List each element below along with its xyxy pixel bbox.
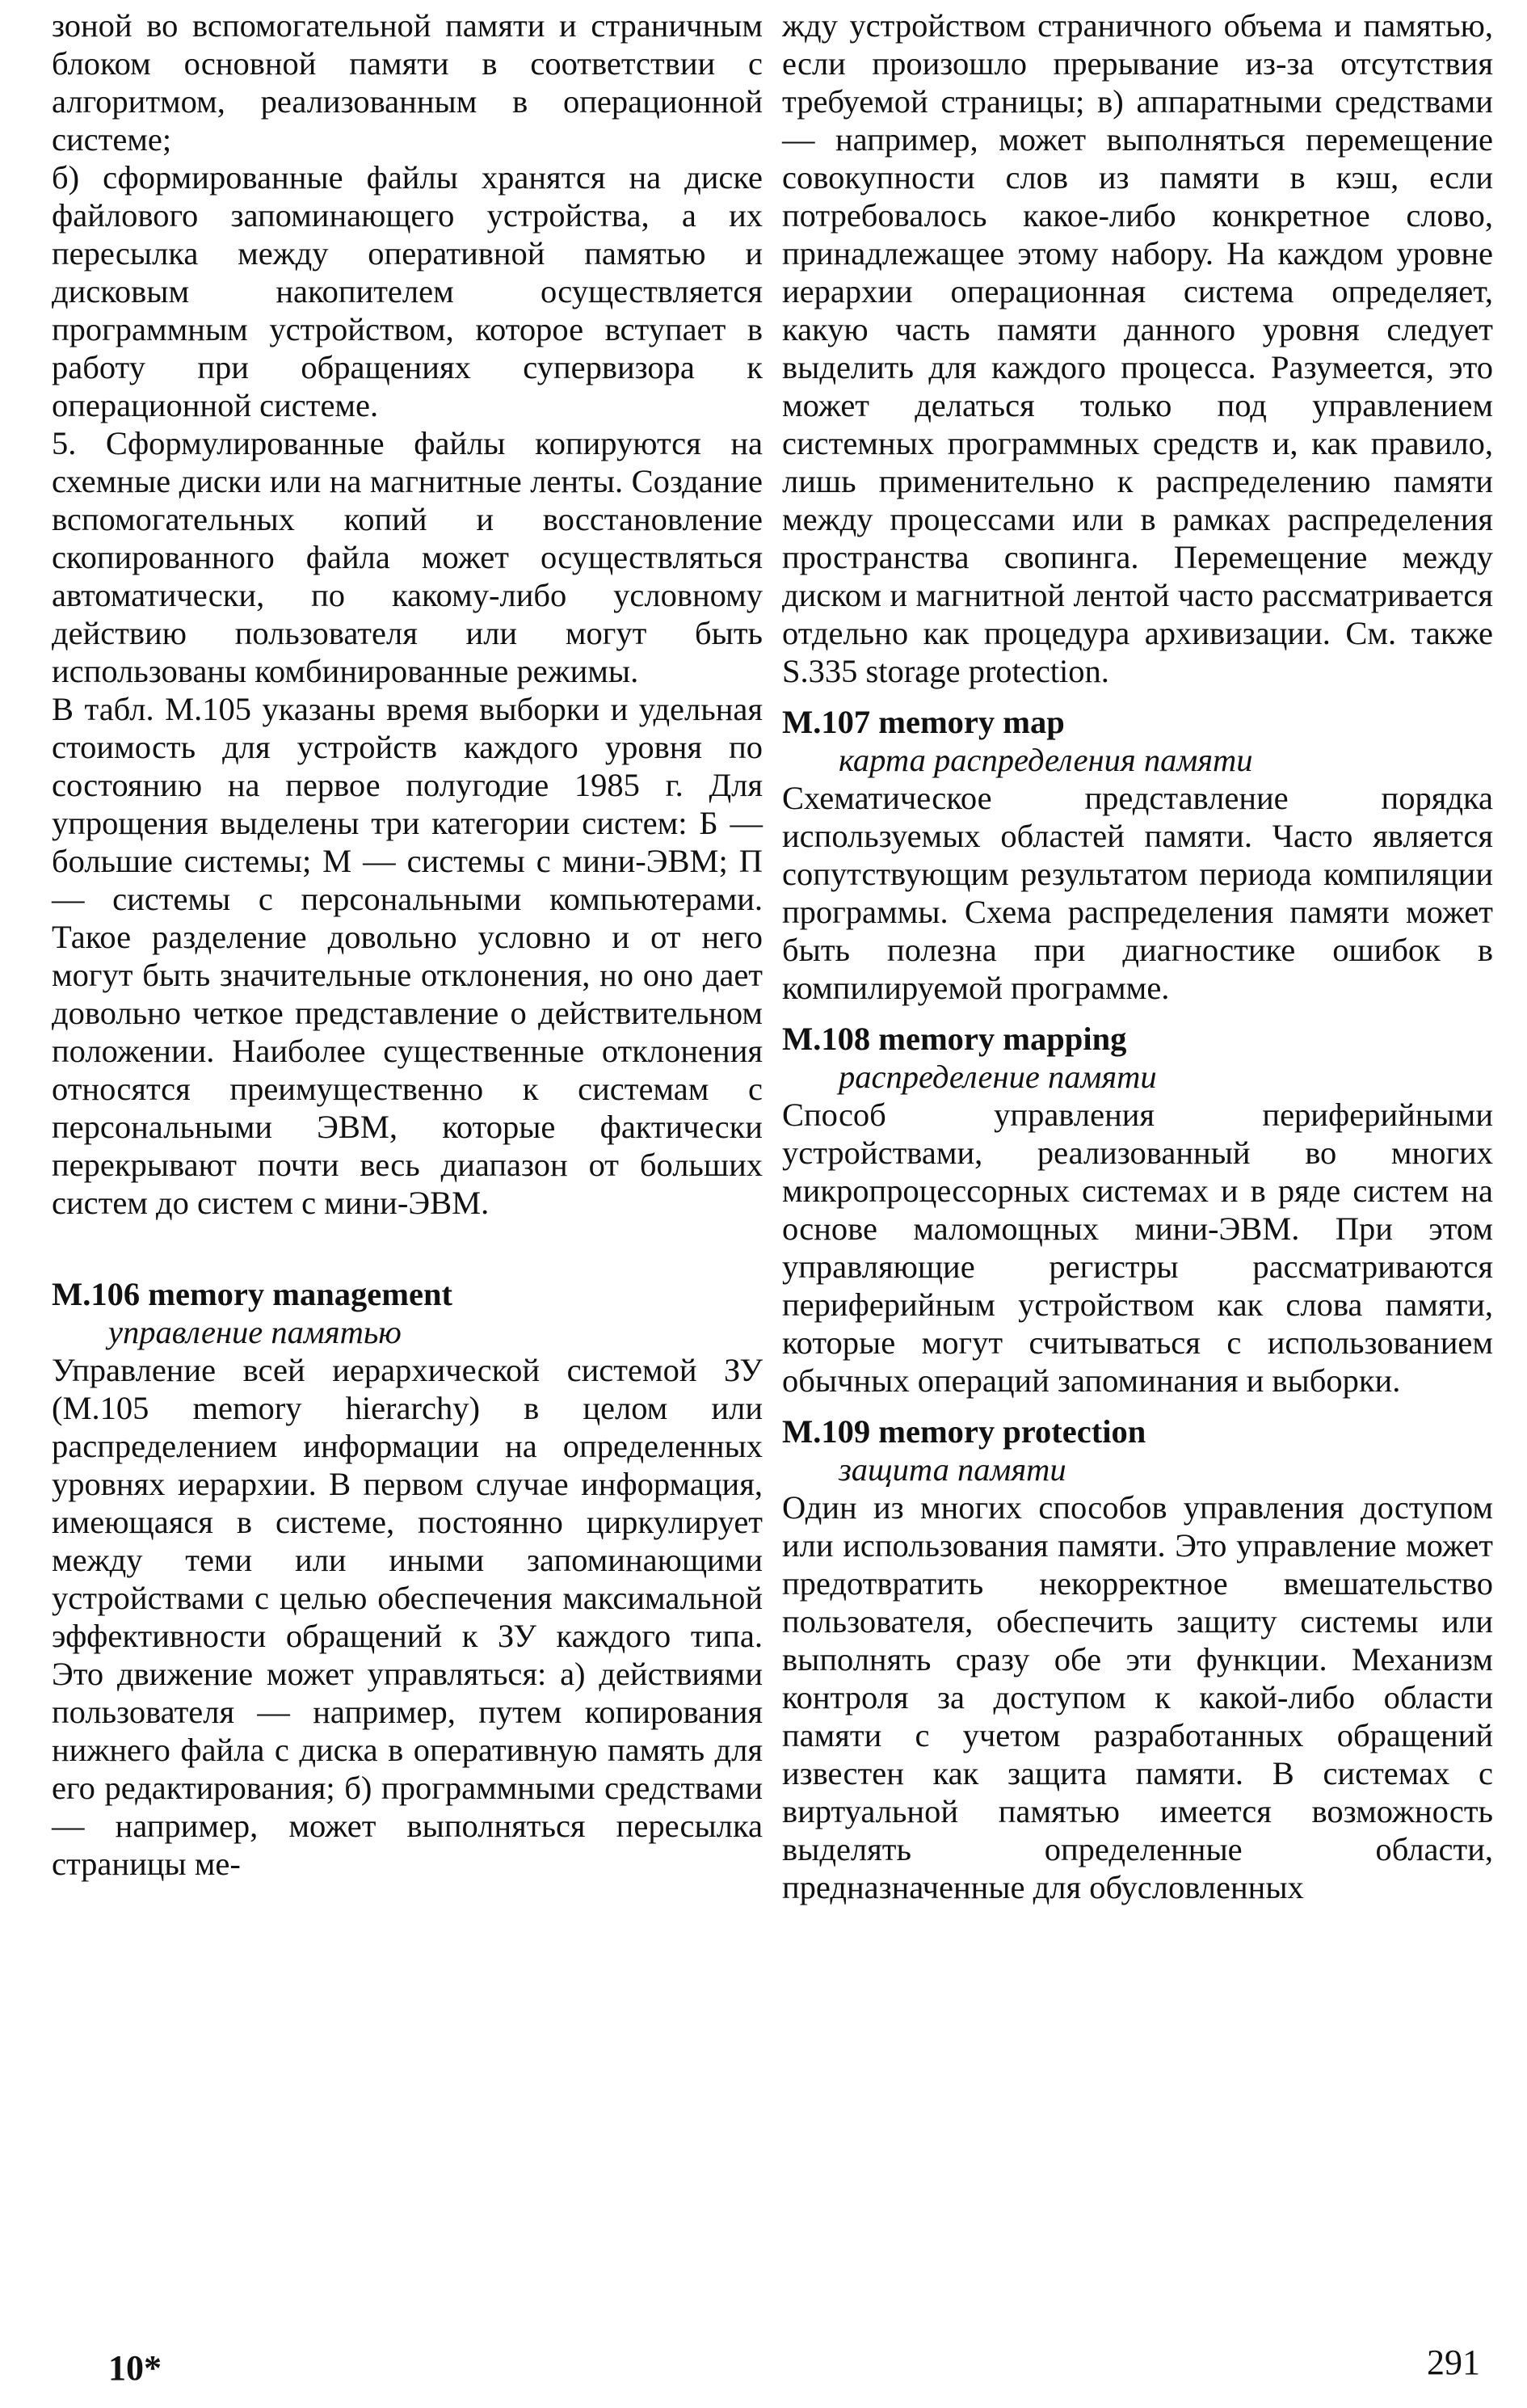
entry-translation: управление памятью — [108, 1314, 402, 1350]
paragraph-item-5: 5. Сформулированные файлы копируются на схемные диски или на магнитные ленты. Создание вспомогательных копий и восстановление скопированного файла может осуществляться автоматически, по какому-либо условному действию пользователя или могут быть использованы комбинированные режимы. — [52, 425, 763, 689]
entry-body: Схематическое представление порядка используемых областей памяти. Часто является сопутствующим результатом периода компиляции программы. Схема распределения памяти может быть полезна при диагностике ошибок в компилируемой программе. — [782, 780, 1493, 1006]
spacer — [782, 1007, 1493, 1020]
spacer — [782, 1400, 1493, 1412]
entry-term: memory mapping — [878, 1021, 1127, 1057]
entry-term: memory management — [148, 1276, 452, 1312]
spacer — [782, 690, 1493, 703]
entry-term: memory protection — [878, 1413, 1146, 1450]
paragraph-continuation: жду устройством страничного объема и памятью, если произошло прерывание из-за отсутствия требуемой страницы; в) аппаратными средствами — например, может выполняться перемещение совокупности слов из памяти в кэш, если потребовалось какое-либо конкретное слово, принадлежащее этому набору. На каждом уровне иерархии операционная система определяет, какую часть памяти данного уровня следует выделить для каждого процесса. Разумеется, это может делаться только под управлением системных программных средств и, как правило, лишь применительно к распределению памяти между процессами или в рамках распределения пространства свопинга. Перемещение между диском и магнитной лентой часто рассматривается отдельно как процедура архивизации. См. также S.335 storage protection. — [782, 7, 1493, 689]
left-column — [52, 6, 763, 1883]
entry-m108 — [782, 1020, 1493, 1400]
entry-heading — [782, 1412, 1493, 1451]
entry-body: Способ управления периферийными устройствами, реализованный во многих микропроцессорных системах и в ряде систем на основе маломощных мини-ЭВМ. При этом управляющие регистры рассматриваются периферийным устройством как слова памяти, которые могут считываться с использованием обычных операций запоминания и выборки. — [782, 1097, 1493, 1399]
page-number: 291 — [1427, 2343, 1480, 2382]
entry-m107 — [782, 703, 1493, 1007]
entry-code: M.106 — [52, 1276, 141, 1312]
entry-code: M.109 — [782, 1413, 871, 1450]
entry-code: M.108 — [782, 1021, 871, 1057]
entry-translation: карта распределения памяти — [839, 742, 1253, 778]
paragraph-continuation: зоной во вспомогательной памяти и страничным блоком основной памяти в соответствии с алгоритмом, реализованным в операционной системе; — [52, 7, 763, 158]
entry-heading — [782, 1020, 1493, 1059]
signature-mark: 10* — [108, 2348, 162, 2388]
entry-body: Один из многих способов управления доступом или использования памяти. Это управление может предотвратить некорректное вмешательство пользователя, обеспечить защиту системы или выполнять сразу обе эти функции. Механизм контроля за доступом к какой-либо области памяти с учетом разработанных обращений известен как защита памяти. В системах с виртуальной памятью имеется возможность выделять определенные области, предназначенные для обусловленных — [782, 1489, 1493, 1905]
entry-heading — [52, 1275, 763, 1314]
entry-translation: защита памяти — [839, 1451, 1066, 1488]
entry-translation: распределение памяти — [839, 1059, 1157, 1095]
entry-m109 — [782, 1412, 1493, 1906]
entry-term: memory map — [878, 704, 1065, 740]
paragraph-table-note: В табл. M.105 указаны время выборки и удельная стоимость для устройств каждого уровня по состоянию на первое полугодие 1985 г. Для упрощения выделены три категории систем: Б — большие системы; М — системы с мини-ЭВМ; П — системы с персональными компьютерами. Такое разделение довольно условно и от него могут быть значительные отклонения, но оно дает довольно четкое представление о действительном положении. Наиболее существенные отклонения относятся преимущественно к системам с персональными ЭВМ, которые фактически перекрывают почти весь диапазон от больших систем до систем с мини-ЭВМ. — [52, 691, 763, 1221]
entry-m106 — [52, 1275, 763, 1883]
entry-code: M.107 — [782, 704, 871, 740]
entry-body: Управление всей иерархической системой ЗУ (M.105 memory hierarchy) в целом или распределением информации на определенных уровнях иерархии. В первом случае информация, имеющаяся в системе, постоянно циркулирует между теми или иными запоминающими устройствами с целью обеспечения максимальной эффективности обращений к ЗУ каждого типа. Это движение может управляться: а) действиями пользователя — например, путем копирования нижнего файла с диска в оперативную память для его редактирования; б) программными средствами — например, может выполняться пересылка страницы ме- — [52, 1352, 763, 1882]
spacer — [52, 1222, 763, 1275]
paragraph-item-b: б) сформированные файлы хранятся на диске файлового запоминающего устройства, а их пересылка между оперативной памятью и дисковым накопителем осуществляется программным устройством, которое вступает в работу при обращениях супервизора к операционной системе. — [52, 159, 763, 423]
right-column — [782, 6, 1493, 1906]
entry-heading — [782, 703, 1493, 742]
